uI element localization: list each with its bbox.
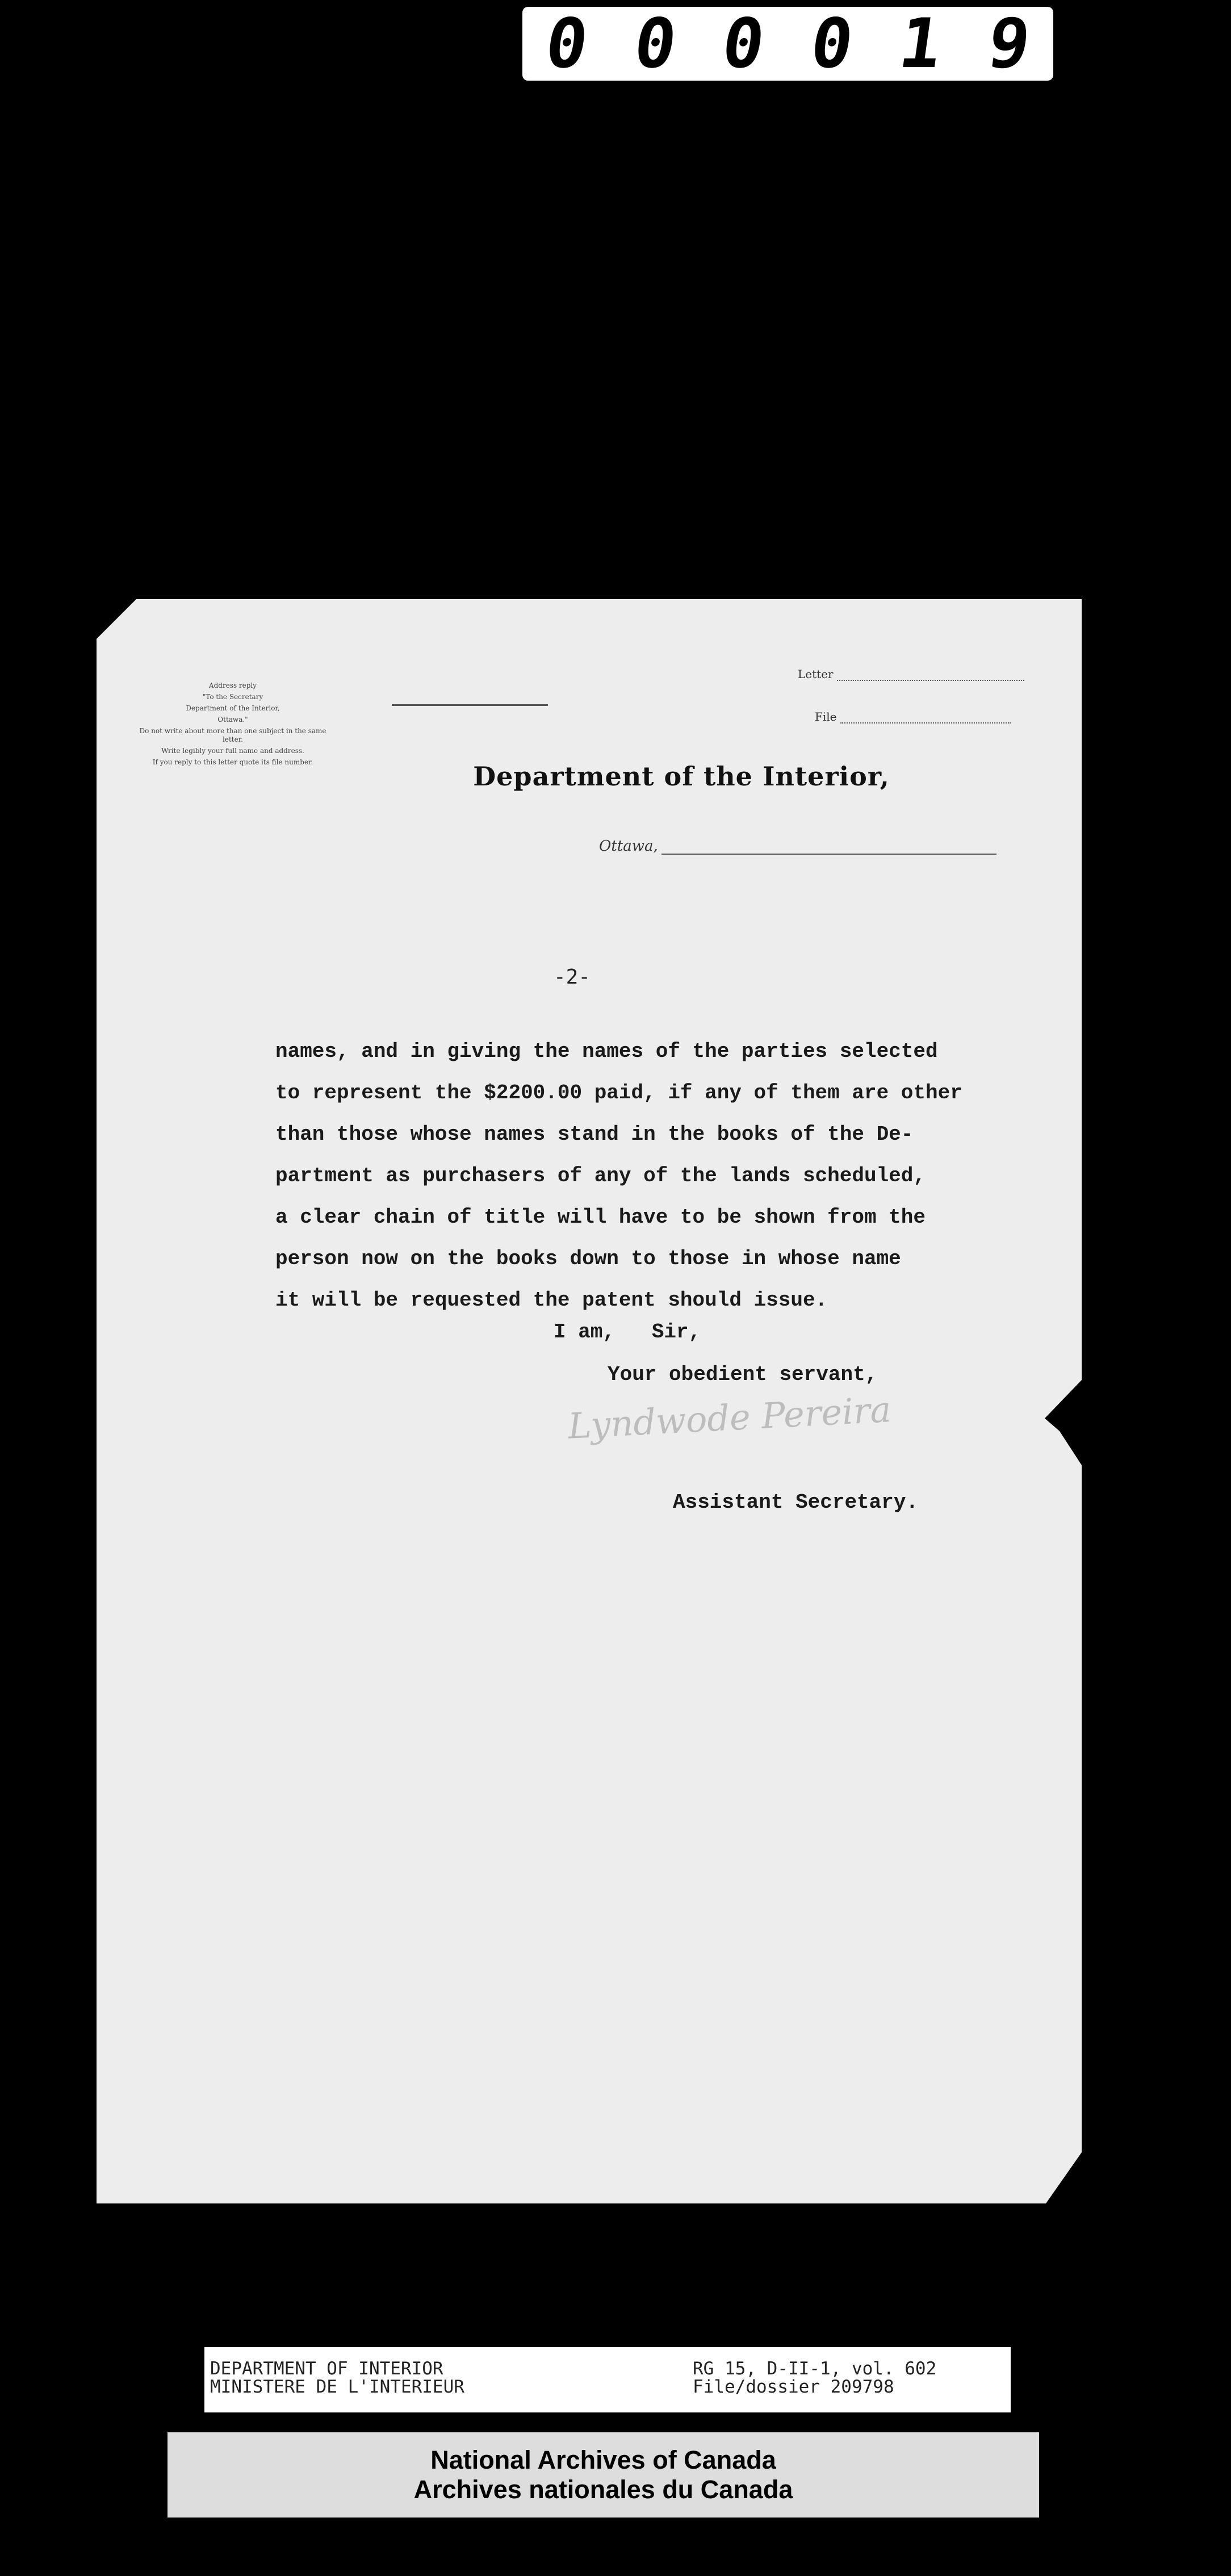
body-line: it will be requested the patent should issue.: [275, 1289, 828, 1312]
body-line: partment as purchasers of any of the lands scheduled,: [275, 1164, 926, 1187]
body-line: names, and in giving the names of the parties selected: [275, 1040, 938, 1063]
file-field: [815, 710, 1011, 724]
letterhead-instructions: [139, 681, 326, 770]
page-number: -2-: [554, 965, 591, 989]
instruction-line: Write legibly your full name and address.: [161, 747, 304, 755]
letterhead-rule: [392, 704, 548, 706]
body-line: person now on the books down to those in whose name: [275, 1247, 901, 1270]
frame-number: [522, 4, 1053, 83]
instruction-line: Ottawa.": [217, 716, 248, 724]
complimentary-close: Your obedient servant,: [608, 1363, 878, 1386]
letter-field: [798, 667, 1024, 681]
record-group: RG 15, D-II-1, vol. 602: [693, 2358, 937, 2379]
letter-field-line: [837, 671, 1024, 681]
archive-reference-label: [204, 2347, 1011, 2412]
salutation: I am, Sir,: [554, 1320, 701, 1344]
city-date-line: [599, 838, 996, 855]
frame-digit: 9: [983, 4, 1035, 83]
frame-digit: 1: [894, 4, 947, 83]
frame-digit: 0: [541, 4, 593, 83]
dept-english: DEPARTMENT OF INTERIOR: [210, 2358, 443, 2379]
body-line: than those whose names stand in the books of the De-: [275, 1123, 914, 1146]
frame-digit: 0: [806, 4, 859, 83]
file-number: File/dossier 209798: [693, 2377, 894, 2397]
frame-digit: 0: [717, 4, 770, 83]
archive-credit: [168, 2432, 1039, 2518]
date-line: [661, 843, 996, 855]
file-field-line: [840, 713, 1011, 724]
letter-body: [275, 1031, 1070, 1321]
city-label: Ottawa,: [599, 838, 658, 855]
body-line: to represent the $2200.00 paid, if any of them are other: [275, 1081, 962, 1105]
archive-french: Archives nationales du Canada: [413, 2475, 793, 2504]
footer-department: [210, 2360, 464, 2396]
instruction-line: Do not write about more than one subject in the same letter.: [139, 727, 326, 743]
body-line: a clear chain of title will have to be shown from the: [275, 1206, 926, 1229]
archive-english: National Archives of Canada: [430, 2445, 776, 2474]
instruction-line: Department of the Interior,: [186, 704, 280, 712]
signatory-title: Assistant Secretary.: [673, 1491, 919, 1514]
signature: Lyndwode Pereira: [567, 1389, 893, 1447]
instruction-line: Address reply: [208, 681, 257, 689]
file-label: File: [815, 710, 837, 724]
dept-french: MINISTERE DE L'INTERIEUR: [210, 2377, 464, 2397]
instruction-line: "To the Secretary: [202, 693, 263, 701]
instruction-line: If you reply to this letter quote its file number.: [152, 758, 313, 766]
letter-label: Letter: [798, 667, 834, 681]
page-corner-fold: [97, 599, 136, 639]
department-heading: Department of the Interior,: [473, 761, 890, 792]
frame-digit: 0: [629, 4, 681, 83]
footer-reference: [693, 2360, 936, 2396]
